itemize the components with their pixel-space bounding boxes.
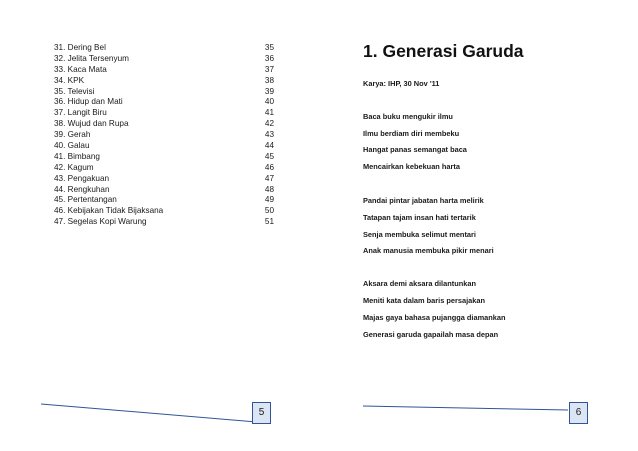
poem-line: Baca buku mengukir ilmu: [363, 112, 453, 121]
poem-title: 1. Generasi Garuda: [363, 41, 524, 61]
page-number-badge-right: 6: [569, 402, 588, 424]
toc-entry: 46. Kebijakan Tidak Bijaksana: [54, 206, 164, 216]
toc-page: 40: [264, 97, 274, 107]
toc-entry: 31. Dering Bel: [54, 43, 106, 52]
toc-row: [54, 174, 274, 185]
toc-entry: 35. Televisi: [54, 86, 95, 96]
toc-row: [54, 43, 274, 54]
right-page: [319, 0, 638, 451]
toc-entry: 40. Galau: [54, 141, 90, 151]
toc-row: [54, 217, 274, 228]
page-number-badge-left: 5: [252, 402, 271, 424]
poem-line: Generasi garuda gapailah masa depan: [363, 330, 499, 339]
toc-page: 47: [264, 173, 274, 183]
poem-line: Aksara demi aksara dilantunkan: [363, 279, 476, 288]
toc-page: 51: [264, 217, 274, 227]
toc-entry: 39. Gerah: [54, 130, 91, 140]
toc-page: 44: [264, 141, 274, 151]
poem-line: Majas gaya bahasa pujangga diamankan: [363, 313, 506, 322]
toc-page: 39: [264, 86, 274, 96]
toc-row: [54, 54, 274, 65]
poem-line: Ilmu berdiam diri membeku: [363, 129, 460, 138]
toc-row: [54, 130, 274, 141]
toc-entry: 33. Kaca Mata: [54, 64, 107, 74]
toc-page: 41: [264, 108, 274, 118]
toc-row: [54, 163, 274, 174]
toc-page: 45: [264, 151, 274, 161]
poem-author-date: Karya: IHP, 30 Nov '11: [363, 79, 440, 88]
poem-line: Mencairkan kebekuan harta: [363, 162, 460, 171]
poem-line: Pandai pintar jabatan harta melirik: [363, 196, 484, 205]
footer-rules: [0, 395, 638, 435]
toc-entry: 37. Langit Biru: [54, 108, 107, 118]
toc-entry: 41. Bimbang: [54, 151, 100, 161]
toc-page: 36: [264, 53, 274, 63]
poem-line: Meniti kata dalam baris persajakan: [363, 296, 485, 305]
toc-entry: 38. Wujud dan Rupa: [54, 119, 129, 129]
toc-page: 49: [264, 195, 274, 205]
footer-rule-left: [41, 404, 257, 422]
toc-row: [54, 87, 274, 98]
toc-row: [54, 195, 274, 206]
toc-entry: 32. Jelita Tersenyum: [54, 53, 129, 63]
toc-page: 42: [264, 119, 274, 129]
toc-row: [54, 141, 274, 152]
footer-rule-right: [363, 406, 568, 410]
table-of-contents: [54, 43, 274, 228]
toc-entry: 44. Rengkuhan: [54, 184, 110, 194]
poem-line: Hangat panas semangat baca: [363, 145, 467, 154]
toc-row: [54, 76, 274, 87]
toc-row: [54, 65, 274, 76]
toc-entry: 34. KPK: [54, 75, 85, 85]
toc-entry: 45. Pertentangan: [54, 195, 117, 205]
toc-row: [54, 119, 274, 130]
toc-row: [54, 185, 274, 196]
toc-entry: 47. Segelas Kopi Warung: [54, 217, 147, 227]
toc-page: 37: [264, 64, 274, 74]
toc-page: 38: [264, 75, 274, 85]
toc-page: 43: [264, 130, 274, 140]
toc-page: 50: [264, 206, 274, 216]
toc-page: 46: [264, 162, 274, 172]
poem-line: Anak manusia membuka pikir menari: [363, 246, 494, 255]
toc-entry: 36. Hidup dan Mati: [54, 97, 123, 107]
toc-row: [54, 97, 274, 108]
toc-entry: 43. Pengakuan: [54, 173, 110, 183]
toc-entry: 42. Kagum: [54, 162, 94, 172]
toc-row: [54, 206, 274, 217]
toc-row: [54, 108, 274, 119]
toc-row: [54, 152, 274, 163]
poem-line: Senja membuka selimut mentari: [363, 230, 476, 239]
poem-line: Tatapan tajam insan hati tertarik: [363, 213, 476, 222]
toc-page: 48: [264, 184, 274, 194]
toc-page: 35: [264, 43, 274, 52]
